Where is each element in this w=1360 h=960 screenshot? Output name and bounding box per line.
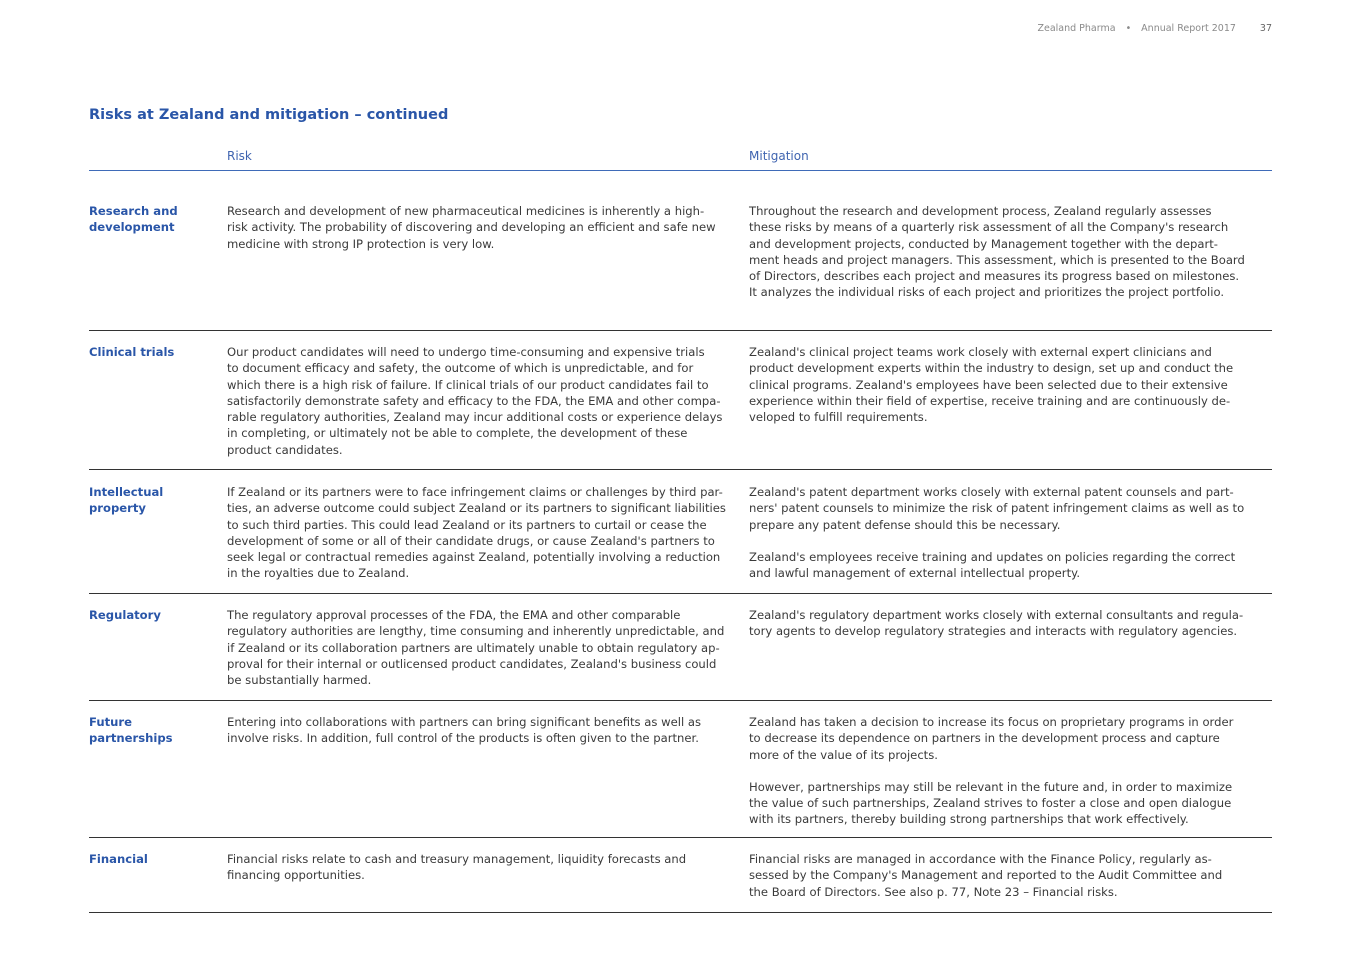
risk-description: If Zealand or its partners were to face infringement claims or challenges by third par- ties, an adverse outcome could subject Zealand or its partners to significant liabilities to such third parties. This could lead Zealand or its partners to curtail or cease the development of some or all of their candidate drugs, or cause Zealand's partners to seek legal or contractual remedies against Zealand, potentially involving a reduction in the royalties due to Zealand.: [227, 485, 726, 581]
table-row: [89, 701, 1272, 838]
table-row: [89, 171, 1272, 331]
mitigation-paragraph: Zealand's patent department works closely with external patent counsels and part- ners' patent counsels to minimize the risk of patent infringement claims as well as to prepare any patent defense should this be necessary.: [749, 485, 1245, 532]
risk-table: [89, 146, 1272, 913]
mitigation-description: [749, 714, 1233, 828]
risk-description: The regulatory approval processes of the FDA, the EMA and other comparable regulatory authorities are lengthy, time consuming and inherently unpredictable, and if Zealand or its collaboration partners are ultimately unable to obtain regulatory ap- proval for their internal or outlicensed product candidates, Zealand's business could be substantially harmed.: [227, 608, 725, 688]
table-row: [89, 331, 1272, 470]
risk-category: Financial: [89, 852, 148, 866]
mitigation-paragraph: Throughout the research and development process, Zealand regularly assesses these risks by means of a quarterly risk assessment of all the Company's research and development projects, conducted by Management together with the depart- ment heads and project managers. This assessment, which is presented to the Board of Directors, describes each project and measures its progress based on milestones. It analyzes the individual risks of each project and prioritizes the project portfolio.: [749, 204, 1245, 300]
risk-category: Regulatory: [89, 608, 161, 622]
mitigation-description: [749, 344, 1233, 425]
risk-description: Entering into collaborations with partners can bring significant benefits as well as involve risks. In addition, full control of the products is often given to the partner.: [227, 715, 701, 746]
mitigation-description: [749, 851, 1222, 900]
table-header: [89, 146, 1272, 171]
risk-description: Financial risks relate to cash and treasury management, liquidity forecasts and financing opportunities.: [227, 852, 687, 883]
table-row: [89, 838, 1272, 913]
mitigation-paragraph-2: Zealand's employees receive training and updates on policies regarding the correct and lawful management of external intellectual property.: [749, 549, 1236, 581]
risk-category: Clinical trials: [89, 345, 175, 359]
table-row: [89, 594, 1272, 701]
mitigation-paragraph: Zealand has taken a decision to increase its focus on proprietary programs in order to decrease its dependence on partners in the development process and capture more of the value of its projects.: [749, 715, 1234, 762]
mitigation-paragraph-2: However, partnerships may still be relevant in the future and, in order to maximize the value of such partnerships, Zealand strives to foster a close and open dialogue with its partners, thereby building strong partnerships that work effectively.: [749, 779, 1233, 827]
column-header-risk: Risk: [227, 149, 252, 163]
report-name: Annual Report 2017: [1141, 23, 1236, 34]
risk-description: Research and development of new pharmaceutical medicines is inherently a high- risk activity. The probability of discovering and developing an efficient and safe new medicine with strong IP protection is very low.: [227, 204, 716, 251]
mitigation-description: [749, 607, 1243, 640]
mitigation-paragraph: Zealand's clinical project teams work closely with external expert clinicians and product development experts within the industry to design, set up and conduct the clinical programs. Zealand's employees have been selected due to their extensive experience within their field of expertise, receive training and are continuously de- veloped to fulfill requirements.: [749, 345, 1234, 425]
risk-category: Research and development: [89, 204, 178, 235]
page-number: 37: [1259, 23, 1272, 34]
risk-description: Our product candidates will need to undergo time-consuming and expensive trials to document efficacy and safety, the outcome of which is unpredictable, and for which there is a high risk of failure. If clinical trials of our product candidates fail to satisfactorily demonstrate safety and efficacy to the FDA, the EMA and other compa- rable regulatory authorities, Zealand may incur additional costs or experience delays in completing, or ultimately not be able to complete, the development of these product candidates.: [227, 345, 723, 457]
risk-category: Intellectual property: [89, 485, 164, 516]
mitigation-paragraph: Financial risks are managed in accordance with the Finance Policy, regularly as- sessed by the Company's Management and reported to the Audit Committee and the Board of Directors. See also p. 77, Note 23 – Financial risks.: [749, 852, 1223, 899]
page-title: Risks at Zealand and mitigation – continued: [89, 107, 449, 123]
mitigation-paragraph: Zealand's regulatory department works closely with external consultants and regula- tory agents to develop regulatory strategies and interacts with regulatory agencies.: [749, 608, 1244, 639]
mitigation-description: [749, 203, 1245, 301]
mitigation-description: [749, 484, 1244, 581]
table-row: [89, 470, 1272, 594]
column-header-mitigation: Mitigation: [749, 149, 809, 163]
company-name: Zealand Pharma: [1037, 23, 1116, 34]
risk-category: Future partnerships: [89, 715, 173, 746]
running-header: [1037, 23, 1272, 34]
bullet-separator: •: [1125, 23, 1132, 34]
